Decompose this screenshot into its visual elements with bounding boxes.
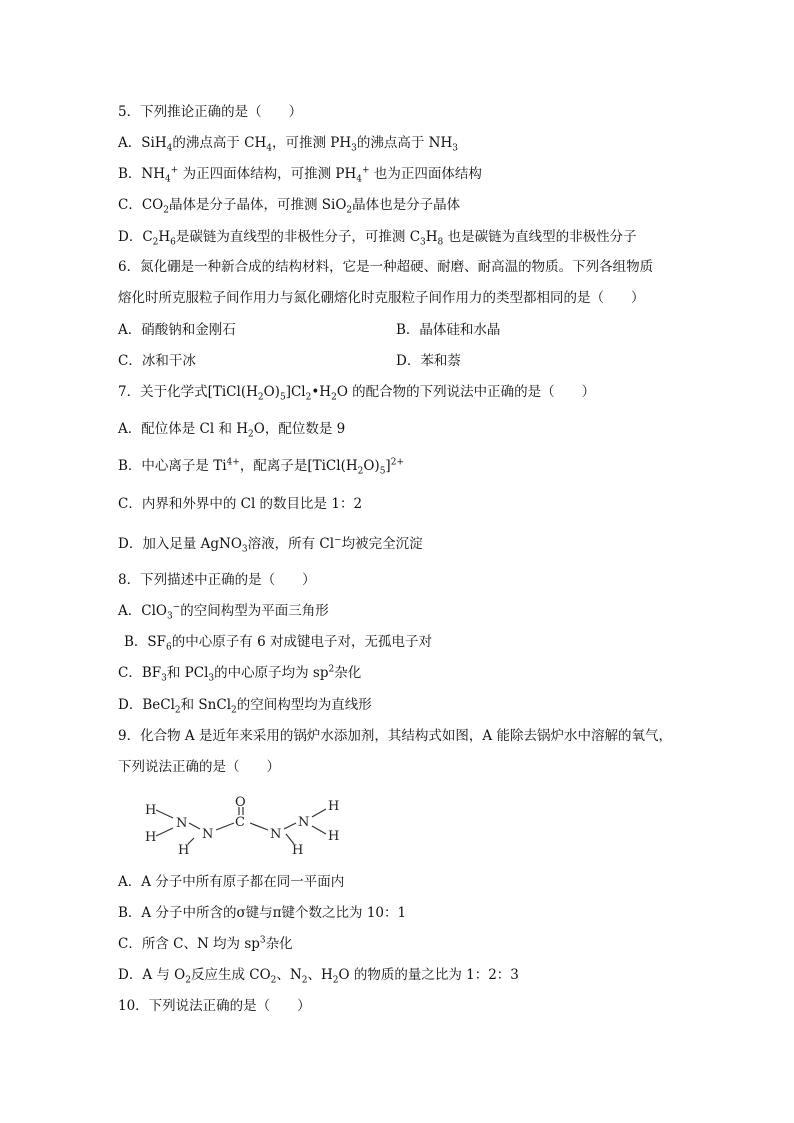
q8-stem: 8．下列描述中正确的是（ ） bbox=[118, 572, 316, 588]
q8-option-a: A．ClO$_3$−的空间构型为平面三角形 bbox=[118, 602, 329, 622]
atom-h: H bbox=[328, 829, 340, 844]
q5-option-a: A．SiH$_4$的沸点高于 $CH_4$，可推测 $PH_3$的沸点高于 $NH_3$ bbox=[118, 135, 458, 154]
q7-option-d: D．加入足量 AgNO$_3$溶液，所有 Cl−均被完全沉淀 bbox=[118, 535, 423, 555]
q6-option-b: B．晶体硅和水晶 bbox=[396, 322, 501, 338]
q8-option-c: C．$BF_3$和 PCl$_3$的中心原子均为 $sp^2$杂化 bbox=[118, 664, 362, 684]
q7-option-b: B．中心离子是 $Ti^{4+}$，配离子是$[TiCl(H_2O)_5]^{2+}$ bbox=[118, 457, 404, 477]
atom-h: H bbox=[145, 803, 157, 818]
atom-n: N bbox=[298, 815, 310, 830]
q6-option-a: A．硝酸钠和金刚石 bbox=[118, 322, 236, 338]
atom-n: N bbox=[176, 816, 188, 831]
q6-stem-line2: 熔化时所克服粒子间作用力与氮化硼熔化时克服粒子间作用力的类型都相同的是（ ） bbox=[118, 290, 645, 306]
q5-stem: 5．下列推论正确的是（ ） bbox=[118, 104, 303, 120]
bond-c-n bbox=[250, 823, 268, 830]
q9-option-a: A．A 分子中所有原子都在同一平面内 bbox=[118, 874, 345, 890]
bond-n-h bbox=[312, 826, 326, 834]
q6-stem-line1: 6．氮化硼是一种新合成的结构材料，它是一种超硬、耐磨、耐高温的物质。下列各组物质 bbox=[118, 259, 654, 275]
bond-h-n bbox=[156, 810, 173, 818]
q8-option-b: B．$SF_6$的中心原子有 6 对成键电子对，无孤电子对 bbox=[124, 634, 432, 653]
atom-h: H bbox=[328, 799, 340, 814]
q5-option-d: D．$C_2H_6$是碳链为直线型的非极性分子，可推测 $C_3H_8$ 也是碳链为直线型的非极性分子 bbox=[118, 229, 637, 248]
atom-h: H bbox=[145, 830, 157, 845]
atom-c: C bbox=[235, 815, 245, 830]
q7-option-c: C．内界和外界中的 Cl 的数目比是 1：2 bbox=[118, 496, 363, 512]
q5-option-c: C．$CO_2$晶体是分子晶体，可推测 SiO$_2$晶体也是分子晶体 bbox=[118, 197, 461, 216]
atom-n: N bbox=[202, 827, 214, 842]
q9-option-c: C．所含 C、N 均为 $sp^3$杂化 bbox=[118, 935, 293, 952]
q6-option-d: D．苯和萘 bbox=[396, 353, 461, 369]
q8-option-d: D．BeCl$_2$和 SnCl$_2$的空间构型均为直线形 bbox=[118, 697, 372, 716]
bond-h-n bbox=[156, 828, 173, 836]
atom-n: N bbox=[270, 827, 282, 842]
q9-option-b: B．A 分子中所含的σ键与π键个数之比为 10：1 bbox=[118, 905, 407, 921]
atom-o: O bbox=[235, 796, 246, 810]
bond-n-n bbox=[284, 823, 296, 829]
q7-stem: 7．关于化学式$[TiCl(H_2O)_5]Cl_2•H_2O$ 的配合物的下列说法中正确的是（ ） bbox=[118, 384, 596, 403]
atom-h: H bbox=[178, 843, 190, 858]
q7-option-a: A．配位体是 Cl 和 $H_2O$，配位数是 9 bbox=[118, 421, 346, 440]
q10-stem: 10．下列说法正确的是（ ） bbox=[118, 998, 311, 1014]
q9-option-d: D．A 与 $O_2$反应生成 $CO_2$、$N_2$、$H_2O$ 的物质的量之比为 1：2：3 bbox=[118, 967, 519, 986]
q9-stem-line2: 下列说法正确的是（ ） bbox=[118, 759, 280, 775]
atom-h: H bbox=[292, 843, 304, 858]
q5-option-b: B．$NH_4^+$ 为正四面体结构，可推测 $PH_4^+$ 也为正四面体结构 bbox=[118, 165, 482, 185]
q9-stem-line1: 9．化合物 A 是近年来采用的锅炉水添加剂，其结构式如图，A 能除去锅炉水中溶解的氧气， bbox=[118, 728, 672, 744]
bond-n-n bbox=[189, 823, 200, 829]
bond-n-h bbox=[312, 809, 326, 817]
bond-n-c bbox=[216, 823, 234, 830]
structural-formula-diagram bbox=[140, 796, 350, 860]
q6-option-c: C．冰和干冰 bbox=[118, 353, 196, 369]
